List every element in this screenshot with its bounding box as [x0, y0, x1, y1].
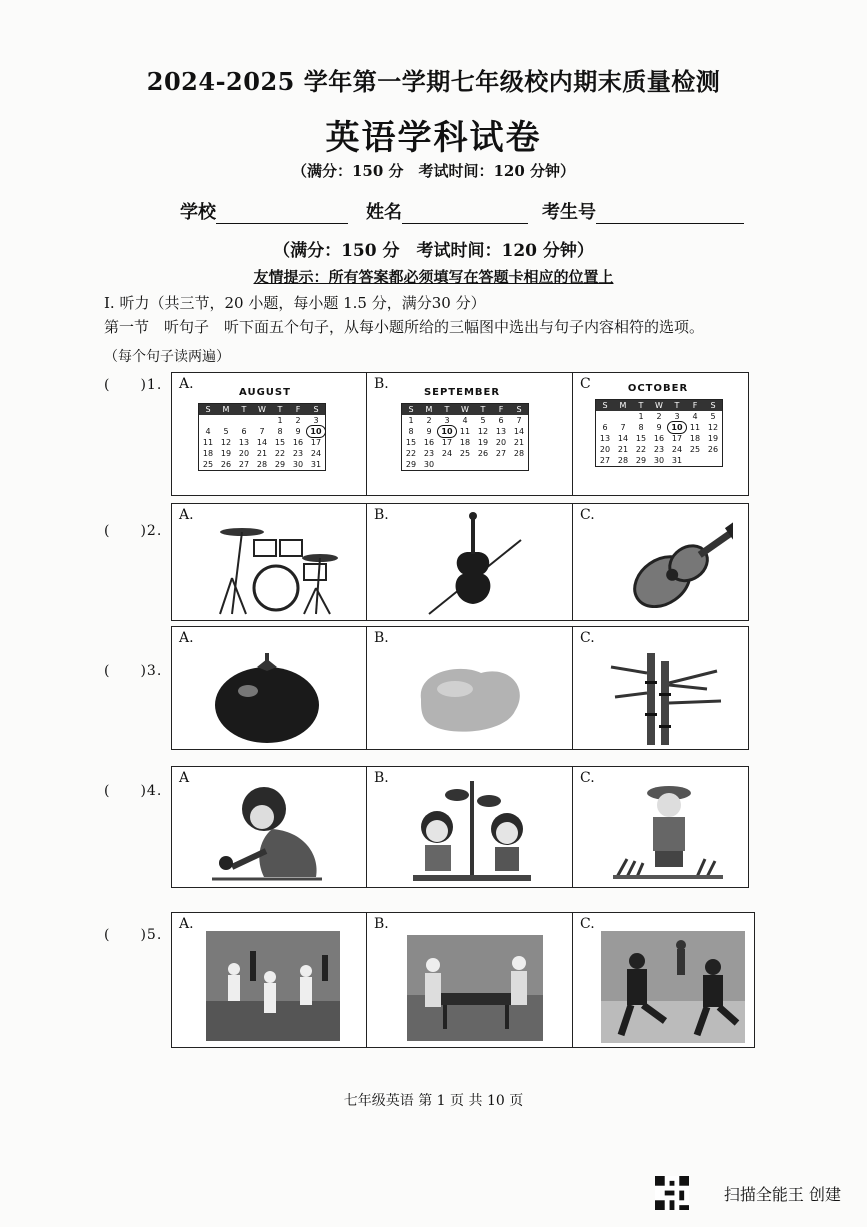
calendar-day: 18 [202, 449, 214, 458]
answer-sheet-tip: 友情提示：所有答案都必须填写在答题卡相应的位置上 [253, 268, 614, 286]
calendar-day: 4 [692, 412, 698, 421]
calendar-day: 1 [277, 416, 283, 425]
question-number[interactable]: ( )2. [104, 523, 163, 539]
table-tennis-photo [407, 935, 543, 1041]
calendar-day: 4 [205, 427, 211, 436]
calendar-day [438, 459, 456, 470]
calendar-day: 3 [674, 412, 680, 421]
calendar-day: 15 [405, 438, 417, 447]
calendar-day: 15 [274, 438, 286, 447]
calendar-weekday: M [420, 404, 438, 415]
question-5-options [171, 912, 755, 1048]
calendar-weekday: M [614, 400, 632, 411]
option-label: A. [179, 507, 194, 523]
calendar-day: 27 [238, 460, 250, 469]
calendar-day: 31 [671, 456, 683, 465]
violin-icon [425, 512, 525, 616]
option-a-cell[interactable] [172, 504, 366, 620]
calendar-day: 23 [292, 449, 304, 458]
calendar-weekday: S [307, 404, 325, 415]
calendar-day: 21 [513, 438, 525, 447]
calendar-day: 22 [274, 449, 286, 458]
subject-title: 英语学科试卷 [325, 118, 542, 158]
calendar-day: 5 [710, 412, 716, 421]
score-line: （满分：150 分 考试时间：120 分钟） [291, 162, 576, 180]
calendar-day: 22 [405, 449, 417, 458]
section-note: （每个句子读两遍） [104, 349, 230, 365]
calendar-day: 21 [256, 449, 268, 458]
calendar-day [217, 415, 235, 426]
calendar-day: 6 [241, 427, 247, 436]
bamboo-icon [607, 653, 727, 745]
calendar-day: 28 [617, 456, 629, 465]
calendar-day: 26 [707, 445, 719, 454]
calendar-day: 6 [498, 416, 504, 425]
calendar-day: 12 [707, 423, 719, 432]
calendar-day: 14 [617, 434, 629, 443]
calendar-day: 12 [220, 438, 232, 447]
calendar-day: 17 [671, 434, 683, 443]
option-a-cell[interactable] [172, 767, 366, 887]
calendar-day: 30 [292, 460, 304, 469]
option-label: B. [374, 630, 389, 646]
school-blank[interactable] [216, 205, 348, 224]
question-4-options [171, 766, 749, 888]
calendar-day: 13 [238, 438, 250, 447]
calendar-weekday: W [650, 400, 668, 411]
calendar-weekday: S [704, 400, 722, 411]
calendar-day [614, 411, 632, 422]
calendar-day: 30 [423, 460, 435, 469]
farmer-planting-rice-icon [611, 779, 725, 883]
calendar-weekday: F [686, 400, 704, 411]
calendar-day: 25 [459, 449, 471, 458]
option-c-cell[interactable] [572, 767, 749, 887]
calendar-day: 29 [635, 456, 647, 465]
question-number[interactable]: ( )1. [104, 377, 163, 393]
calendar-day: 11 [202, 438, 214, 447]
calendar-weekday: W [253, 404, 271, 415]
question-3-options [171, 626, 749, 750]
page-footer: 七年级英语 第 1 页 共 10 页 [343, 1093, 524, 1109]
calendar-day: 26 [477, 449, 489, 458]
calendar-day: 16 [292, 438, 304, 447]
calendar-day: 9 [426, 427, 432, 436]
calendar-day-circled: 10 [307, 426, 325, 437]
calendar-day [704, 455, 722, 466]
option-b-cell[interactable] [366, 913, 573, 1047]
calendar-day: 13 [495, 427, 507, 436]
kicking-shuttlecock-photo [601, 931, 745, 1043]
calendar-weekday: T [271, 404, 289, 415]
calendar-day: 8 [638, 423, 644, 432]
calendar-weekday: F [492, 404, 510, 415]
name-blank[interactable] [402, 205, 528, 224]
calendar-day [199, 415, 217, 426]
calendar-day [474, 459, 492, 470]
calendar-day: 30 [653, 456, 665, 465]
calendar-day: 17 [310, 438, 322, 447]
calendar-day: 6 [602, 423, 608, 432]
calendar-day: 29 [274, 460, 286, 469]
calendar-day: 15 [635, 434, 647, 443]
calendar-day: 31 [310, 460, 322, 469]
calendar-day: 16 [423, 438, 435, 447]
calendar-day: 2 [295, 416, 301, 425]
option-c-cell[interactable] [572, 913, 755, 1047]
calendar-day: 7 [620, 423, 626, 432]
calendar-weekday: T [438, 404, 456, 415]
calendar-day: 17 [441, 438, 453, 447]
question-number[interactable]: ( )3. [104, 663, 163, 679]
calendar-day: 2 [426, 416, 432, 425]
calendar-day: 1 [638, 412, 644, 421]
exam-title: 2024-2025 学年第一学期七年级校内期末质量检测 [146, 67, 721, 96]
calendar-day [686, 455, 704, 466]
drums-icon [212, 518, 342, 616]
calendar-day: 19 [477, 438, 489, 447]
calendar-day: 22 [635, 445, 647, 454]
option-c-cell[interactable] [572, 627, 749, 749]
calendar-day: 26 [220, 460, 232, 469]
calendar-day: 3 [313, 416, 319, 425]
option-label: A. [179, 916, 194, 932]
school-field[interactable] [180, 198, 348, 224]
option-b-cell[interactable] [366, 767, 573, 887]
score-line-repeat: （满分：150 分 考试时间：120 分钟） [273, 241, 594, 261]
calendar-day: 23 [653, 445, 665, 454]
calendar-day: 8 [408, 427, 414, 436]
question-number[interactable]: ( )4. [104, 783, 163, 799]
calendar-day: 11 [459, 427, 471, 436]
calendar-day: 27 [495, 449, 507, 458]
calendar-weekday: S [596, 400, 614, 411]
option-b-cell[interactable] [366, 373, 573, 495]
calendar-day: 12 [477, 427, 489, 436]
calendar-day: 24 [671, 445, 683, 454]
school-label: 学校 [180, 202, 216, 223]
calendar-day: 8 [277, 427, 283, 436]
calendar-day-circled: 10 [668, 422, 686, 433]
option-b-cell[interactable] [366, 504, 573, 620]
calendar-weekday: F [289, 404, 307, 415]
calendar-day: 9 [656, 423, 662, 432]
calendar-day: 5 [480, 416, 486, 425]
people-dancing-photo [206, 931, 340, 1041]
calendar-day: 19 [220, 449, 232, 458]
option-c-cell[interactable] [572, 373, 749, 495]
name-field[interactable] [366, 198, 528, 224]
option-label: A [179, 770, 190, 786]
calendar-day: 9 [295, 427, 301, 436]
option-label: A. [179, 630, 194, 646]
calendar-day: 20 [238, 449, 250, 458]
question-2-options [171, 503, 749, 621]
calendar-weekday: W [456, 404, 474, 415]
calendar-day: 4 [462, 416, 468, 425]
exam-no-blank[interactable] [596, 205, 744, 224]
calendar-august [198, 403, 326, 471]
option-label: C. [580, 770, 595, 786]
calendar-day: 7 [516, 416, 522, 425]
children-planting-tree-icon [407, 775, 537, 883]
calendar-september [401, 403, 529, 471]
calendar-day: 2 [656, 412, 662, 421]
option-label: C. [580, 507, 595, 523]
calendar-day: 24 [441, 449, 453, 458]
calendar-day [456, 459, 474, 470]
calendar-day: 25 [202, 460, 214, 469]
calendar-day: 18 [459, 438, 471, 447]
option-label: B. [374, 376, 389, 392]
calendar-month: AUGUST [239, 387, 291, 398]
exam-no-field[interactable] [542, 198, 744, 224]
calendar-day: 14 [256, 438, 268, 447]
calendar-day: 28 [513, 449, 525, 458]
name-label: 姓名 [366, 202, 402, 223]
calendar-month: OCTOBER [627, 383, 689, 394]
option-label: B. [374, 916, 389, 932]
calendar-weekday: M [217, 404, 235, 415]
question-number[interactable]: ( )5. [104, 927, 163, 943]
calendar-day: 28 [256, 460, 268, 469]
calendar-day: 29 [405, 460, 417, 469]
calendar-day: 16 [653, 434, 665, 443]
question-1-options [171, 372, 749, 496]
calendar-day [596, 411, 614, 422]
calendar-day: 7 [259, 427, 265, 436]
section-heading: I. 听力（共三节，20 小题，每小题 1.5 分，满分30 分） [104, 294, 486, 312]
calendar-day [492, 459, 510, 470]
calendar-day: 1 [408, 416, 414, 425]
option-a-cell[interactable] [172, 373, 366, 495]
calendar-day: 11 [689, 423, 701, 432]
scanner-watermark: 扫描全能王 创建 [723, 1185, 841, 1204]
calendar-weekday: S [402, 404, 420, 415]
guitar-icon [613, 512, 733, 608]
calendar-weekday: S [510, 404, 528, 415]
calendar-day: 25 [689, 445, 701, 454]
option-label: C. [580, 916, 595, 932]
option-b-cell[interactable] [366, 627, 573, 749]
tomato-icon [212, 649, 322, 745]
calendar-day [253, 415, 271, 426]
calendar-day: 20 [599, 445, 611, 454]
calendar-day: 19 [707, 434, 719, 443]
calendar-day: 13 [599, 434, 611, 443]
calendar-weekday: S [199, 404, 217, 415]
calendar-month: SEPTEMBER [423, 387, 501, 398]
option-label: B. [374, 770, 389, 786]
potato-icon [411, 659, 527, 735]
section-intro: 第一节 听句子 听下面五个句子，从每小题所给的三幅图中选出与句子内容相符的选项。 [104, 318, 705, 336]
calendar-day: 23 [423, 449, 435, 458]
calendar-weekday: T [235, 404, 253, 415]
option-label: C [580, 376, 591, 392]
calendar-weekday: T [668, 400, 686, 411]
calendar-day: 20 [495, 438, 507, 447]
option-a-cell[interactable] [172, 627, 366, 749]
option-label: C. [580, 630, 595, 646]
calendar-weekday: T [474, 404, 492, 415]
calendar-weekday: T [632, 400, 650, 411]
calendar-day-circled: 10 [438, 426, 456, 437]
option-a-cell[interactable] [172, 913, 366, 1047]
calendar-day: 14 [513, 427, 525, 436]
child-picking-flowers-icon [202, 781, 332, 885]
qr-code-icon [655, 1176, 689, 1210]
calendar-day [235, 415, 253, 426]
calendar-day: 24 [310, 449, 322, 458]
calendar-day: 5 [223, 427, 229, 436]
calendar-october [595, 399, 723, 467]
option-c-cell[interactable] [572, 504, 749, 620]
calendar-day: 27 [599, 456, 611, 465]
calendar-day: 18 [689, 434, 701, 443]
option-label: B. [374, 507, 389, 523]
exam-no-label: 考生号 [542, 202, 596, 223]
calendar-day [510, 459, 528, 470]
option-label: A. [179, 376, 194, 392]
calendar-day: 3 [444, 416, 450, 425]
calendar-day: 21 [617, 445, 629, 454]
